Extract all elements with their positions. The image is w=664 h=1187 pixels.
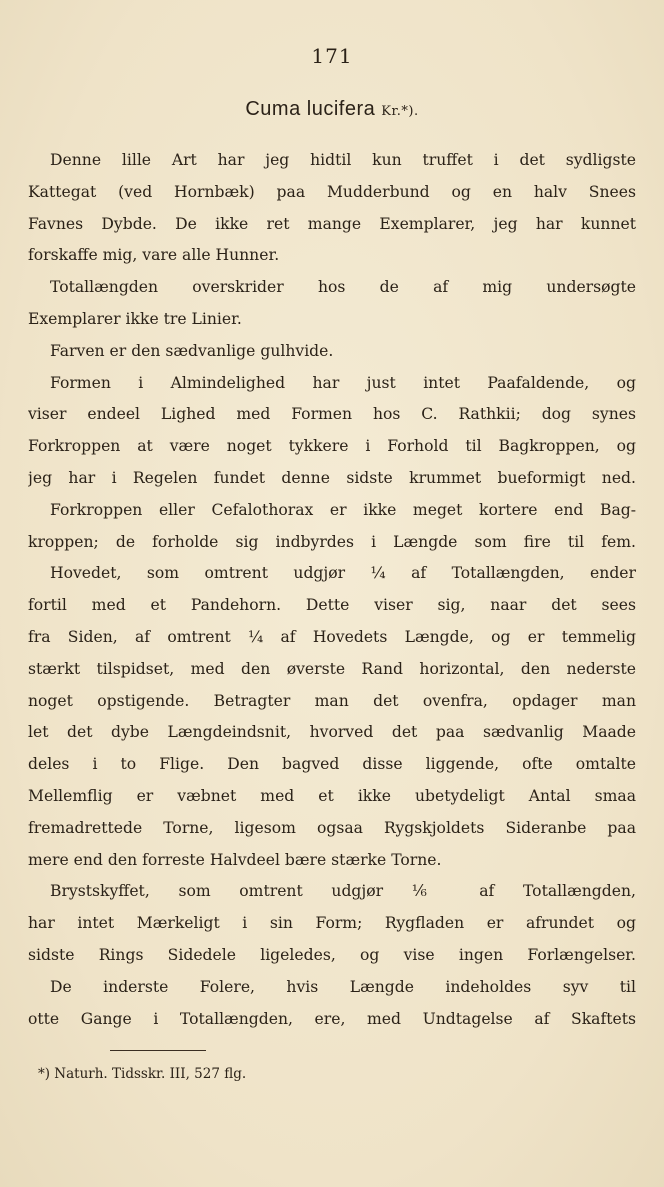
text-line: Mellemflig er væbnet med et ikke ubetydeligt Antal smaa bbox=[28, 786, 636, 805]
text-line: De inderste Folere, hvis Længde indeholdes syv til bbox=[50, 977, 636, 996]
text-line: Exemplarer ikke tre Linier. bbox=[28, 309, 242, 328]
text-line: noget opstigende. Betragter man det ovenfra, opdager man bbox=[28, 691, 636, 710]
footnote-rule bbox=[110, 1050, 206, 1051]
text-line: Totallængden overskrider hos de af mig undersøgte bbox=[50, 278, 636, 297]
text-line: jeg har i Regelen fundet denne sidste krummet bueformigt ned. bbox=[28, 468, 636, 487]
species-name: Cuma lucifera bbox=[245, 98, 376, 120]
text-line: viser endeel Lighed med Formen hos C. Rathkii; dog synes bbox=[28, 405, 636, 424]
text-line: forskaffe mig, vare alle Hunner. bbox=[28, 246, 280, 265]
text-line: mere end den forreste Halvdeel bære stærke Torne. bbox=[28, 850, 442, 869]
text-line: fra Siden, af omtrent ¼ af Hovedets Længde, og er temmelig bbox=[28, 627, 636, 646]
text-line: Hovedet, som omtrent udgjør ¼ af Totallængden, ender bbox=[50, 564, 636, 583]
text-line: har intet Mærkeligt i sin Form; Rygfladen er afrundet og bbox=[28, 914, 636, 933]
text-line: Kattegat (ved Hornbæk) paa Mudderbund og en halv Snees bbox=[28, 182, 636, 201]
text-line: otte Gange i Totallængden, ere, med Undtagelse af Skaftets bbox=[28, 1009, 636, 1028]
text-line: kroppen; de forholde sig indbyrdes i Længde som fire til fem. bbox=[28, 532, 636, 551]
text-line: Forkroppen at være noget tykkere i Forhold til Bagkroppen, og bbox=[28, 437, 636, 456]
section-title bbox=[0, 98, 664, 121]
text-line: Forkroppen eller Cefalothorax er ikke meget kortere end Bag- bbox=[50, 500, 636, 519]
text-line: Favnes Dybde. De ikke ret mange Exemplarer, jeg har kunnet bbox=[28, 214, 636, 233]
text-line: Brystskyffet, som omtrent udgjør ⅙ af Totallængden, bbox=[50, 882, 636, 901]
text-line: fremadrettede Torne, ligesom ogsaa Rygskjoldets Sideranbe paa bbox=[28, 818, 636, 837]
text-line: fortil med et Pandehorn. Dette viser sig, naar det sees bbox=[28, 596, 636, 615]
text-line: stærkt tilspidset, med den øverste Rand horizontal, den nederste bbox=[28, 659, 636, 678]
text-line: Denne lille Art har jeg hidtil kun truffet i det sydligste bbox=[50, 151, 636, 169]
text-line: deles i to Flige. Den bagved disse liggende, ofte omtalte bbox=[28, 755, 636, 774]
body-text bbox=[28, 145, 636, 1035]
footnote: *) Naturh. Tidsskr. III, 527 flg. bbox=[38, 1066, 247, 1082]
text-line: let det dybe Længdeindsnit, hvorved det paa sædvanlig Maade bbox=[28, 723, 636, 742]
title-footnote-ref: Kr.*). bbox=[381, 104, 419, 119]
text-line: Farven er den sædvanlige gulhvide. bbox=[50, 341, 334, 360]
page-number: 171 bbox=[311, 44, 353, 68]
text-line: sidste Rings Sidedele ligeledes, og vise ingen Forlængelser. bbox=[28, 945, 636, 964]
text-line: Formen i Almindelighed har just intet Paafaldende, og bbox=[50, 373, 636, 392]
